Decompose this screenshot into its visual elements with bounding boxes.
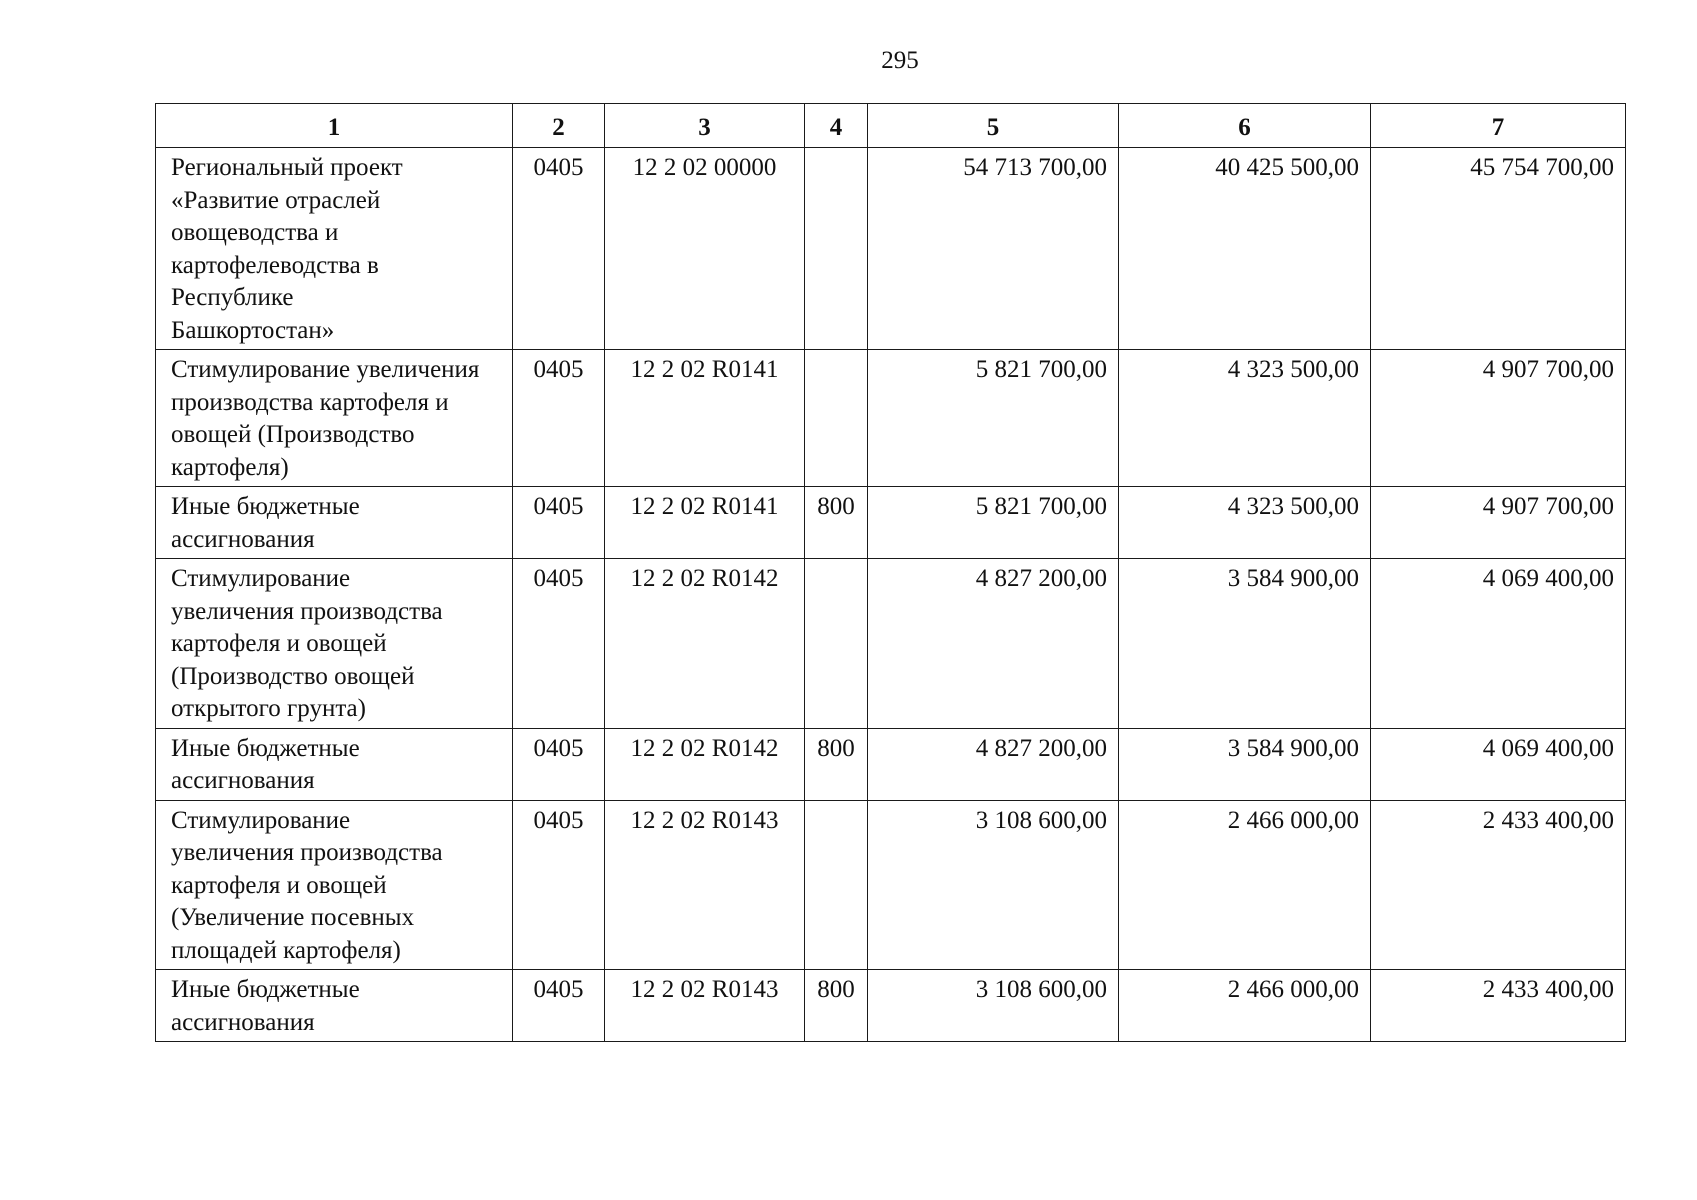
row-section: 0405 — [513, 728, 605, 800]
row-expense-type — [805, 148, 868, 350]
row-name: Иные бюджетные ассигнования — [171, 493, 360, 553]
row-expense-type — [805, 559, 868, 729]
row-amount-2: 3 584 900,00 — [1119, 559, 1371, 729]
header-col-4: 4 — [805, 104, 868, 148]
row-section: 0405 — [513, 487, 605, 559]
row-amount-3: 2 433 400,00 — [1371, 800, 1626, 970]
row-name-cell — [156, 487, 513, 559]
row-amount-1: 3 108 600,00 — [868, 970, 1119, 1042]
row-name-cell — [156, 970, 513, 1042]
row-name: Иные бюджетные ассигнования — [171, 734, 360, 794]
row-amount-3: 4 069 400,00 — [1371, 728, 1626, 800]
row-amount-2: 3 584 900,00 — [1119, 728, 1371, 800]
row-name: Региональный проект «Развитие отраслей овощеводства и картофелеводства в Республике Башкортостан» — [171, 154, 403, 344]
row-amount-3: 4 069 400,00 — [1371, 559, 1626, 729]
row-target: 12 2 02 R0142 — [605, 559, 805, 729]
page-number: 295 — [881, 47, 919, 74]
header-col-7: 7 — [1371, 104, 1626, 148]
row-section: 0405 — [513, 350, 605, 487]
row-amount-2: 4 323 500,00 — [1119, 350, 1371, 487]
table-row — [156, 350, 1626, 487]
row-name-cell — [156, 559, 513, 729]
header-row — [156, 104, 1626, 148]
row-target: 12 2 02 R0141 — [605, 487, 805, 559]
row-name: Стимулирование увеличения производства картофеля и овощей (Увеличение посевных площадей картофеля) — [171, 806, 443, 964]
row-expense-type — [805, 800, 868, 970]
header-col-1: 1 — [156, 104, 513, 148]
row-section: 0405 — [513, 148, 605, 350]
header-col-2: 2 — [513, 104, 605, 148]
table-row — [156, 148, 1626, 350]
row-name-cell — [156, 350, 513, 487]
budget-table — [155, 103, 1626, 1042]
row-target: 12 2 02 R0143 — [605, 970, 805, 1042]
row-amount-2: 4 323 500,00 — [1119, 487, 1371, 559]
row-target: 12 2 02 R0142 — [605, 728, 805, 800]
row-amount-3: 4 907 700,00 — [1371, 350, 1626, 487]
row-target: 12 2 02 R0141 — [605, 350, 805, 487]
table-row — [156, 559, 1626, 729]
row-name: Иные бюджетные ассигнования — [171, 976, 360, 1036]
row-section: 0405 — [513, 559, 605, 729]
row-amount-2: 2 466 000,00 — [1119, 970, 1371, 1042]
table-row — [156, 487, 1626, 559]
row-amount-2: 40 425 500,00 — [1119, 148, 1371, 350]
row-name-cell — [156, 148, 513, 350]
header-col-5: 5 — [868, 104, 1119, 148]
row-expense-type — [805, 350, 868, 487]
row-amount-1: 5 821 700,00 — [868, 350, 1119, 487]
row-target: 12 2 02 R0143 — [605, 800, 805, 970]
row-expense-type: 800 — [805, 487, 868, 559]
header-col-6: 6 — [1119, 104, 1371, 148]
row-amount-1: 5 821 700,00 — [868, 487, 1119, 559]
row-expense-type: 800 — [805, 728, 868, 800]
row-name: Стимулирование увеличения производства картофеля и овощей (Производство картофеля) — [171, 356, 480, 481]
table-row — [156, 970, 1626, 1042]
row-amount-2: 2 466 000,00 — [1119, 800, 1371, 970]
header-col-3: 3 — [605, 104, 805, 148]
row-target: 12 2 02 00000 — [605, 148, 805, 350]
row-amount-1: 4 827 200,00 — [868, 559, 1119, 729]
table-row — [156, 728, 1626, 800]
row-section: 0405 — [513, 800, 605, 970]
row-expense-type: 800 — [805, 970, 868, 1042]
row-amount-3: 45 754 700,00 — [1371, 148, 1626, 350]
row-amount-1: 4 827 200,00 — [868, 728, 1119, 800]
row-name-cell — [156, 728, 513, 800]
row-section: 0405 — [513, 970, 605, 1042]
row-amount-3: 4 907 700,00 — [1371, 487, 1626, 559]
row-amount-1: 3 108 600,00 — [868, 800, 1119, 970]
table-row — [156, 800, 1626, 970]
row-amount-1: 54 713 700,00 — [868, 148, 1119, 350]
row-name-cell — [156, 800, 513, 970]
row-name: Стимулирование увеличения производства картофеля и овощей (Производство овощей открытого грунта) — [171, 565, 443, 722]
row-amount-3: 2 433 400,00 — [1371, 970, 1626, 1042]
